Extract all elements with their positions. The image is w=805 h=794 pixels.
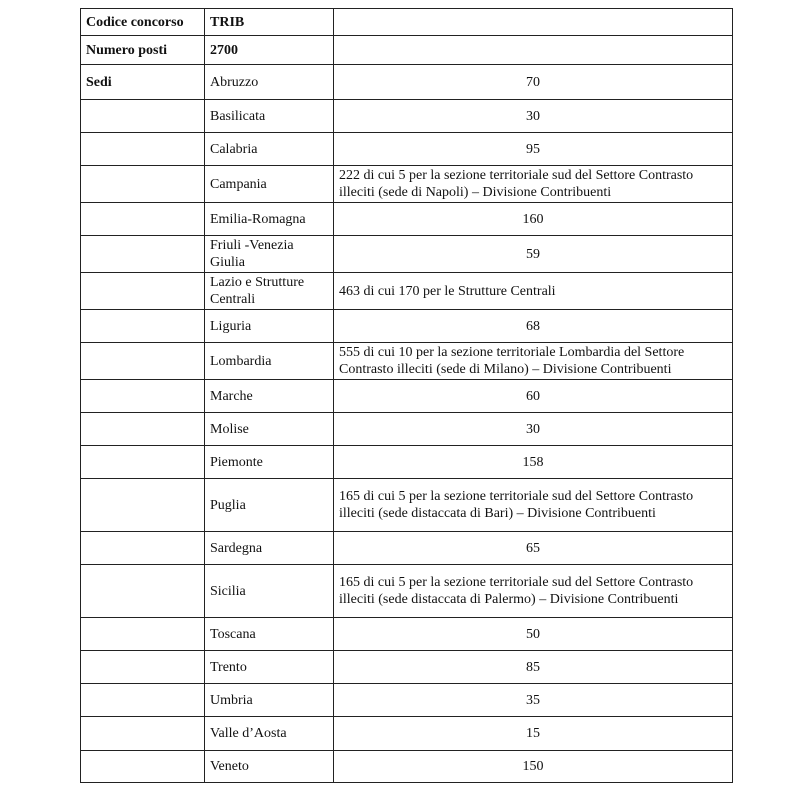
posti-cell: 165 di cui 5 per la sezione territoriale sud del Settore Contrasto illeciti (sede distaccata di Bari) – Divisione Contribuenti xyxy=(334,479,733,532)
table-row xyxy=(81,343,733,380)
empty-cell xyxy=(81,565,205,618)
table-row xyxy=(81,100,733,133)
empty-cell xyxy=(81,413,205,446)
posti-row xyxy=(81,36,733,65)
regione-cell: Sardegna xyxy=(205,532,334,565)
empty-cell xyxy=(334,36,733,65)
posti-value: 2700 xyxy=(205,36,334,65)
posti-cell: 50 xyxy=(334,618,733,651)
posti-cell: 150 xyxy=(334,751,733,783)
codice-row xyxy=(81,9,733,36)
empty-cell xyxy=(334,9,733,36)
empty-cell xyxy=(81,166,205,203)
empty-cell xyxy=(81,684,205,717)
table-row xyxy=(81,717,733,751)
empty-cell xyxy=(81,479,205,532)
codice-value: TRIB xyxy=(205,9,334,36)
regione-cell: Calabria xyxy=(205,133,334,166)
posti-cell: 555 di cui 10 per la sezione territoriale Lombardia del Settore Contrasto illeciti (sede di Milano) – Divisione Contribuenti xyxy=(334,343,733,380)
table-row xyxy=(81,236,733,273)
posti-cell: 35 xyxy=(334,684,733,717)
posti-cell: 30 xyxy=(334,100,733,133)
posti-cell: 30 xyxy=(334,413,733,446)
empty-cell xyxy=(81,751,205,783)
empty-cell xyxy=(81,651,205,684)
empty-cell xyxy=(81,446,205,479)
posti-cell: 222 di cui 5 per la sezione territoriale sud del Settore Contrasto illeciti (sede di Napoli) – Divisione Contribuenti xyxy=(334,166,733,203)
table-row xyxy=(81,618,733,651)
table-row xyxy=(81,273,733,310)
regione-cell: Basilicata xyxy=(205,100,334,133)
posti-cell: 60 xyxy=(334,380,733,413)
empty-cell xyxy=(81,310,205,343)
regione-cell: Lombardia xyxy=(205,343,334,380)
empty-cell xyxy=(81,380,205,413)
table-row xyxy=(81,479,733,532)
regione-cell: Toscana xyxy=(205,618,334,651)
regione-cell: Campania xyxy=(205,166,334,203)
posti-cell: 463 di cui 170 per le Strutture Centrali xyxy=(334,273,733,310)
table-row xyxy=(81,684,733,717)
regione-cell: Trento xyxy=(205,651,334,684)
regione-cell: Emilia-Romagna xyxy=(205,203,334,236)
posti-cell: 65 xyxy=(334,532,733,565)
regione-cell: Umbria xyxy=(205,684,334,717)
regione-cell: Piemonte xyxy=(205,446,334,479)
posti-cell: 59 xyxy=(334,236,733,273)
posti-cell: 95 xyxy=(334,133,733,166)
regione-cell: Abruzzo xyxy=(205,65,334,100)
table-row xyxy=(81,380,733,413)
concorso-table xyxy=(80,8,733,783)
posti-cell: 85 xyxy=(334,651,733,684)
table-row xyxy=(81,203,733,236)
empty-cell xyxy=(81,717,205,751)
regione-cell: Marche xyxy=(205,380,334,413)
regione-cell: Liguria xyxy=(205,310,334,343)
table-row xyxy=(81,133,733,166)
regione-cell: Valle d’Aosta xyxy=(205,717,334,751)
table-row xyxy=(81,565,733,618)
regione-cell: Lazio e Strutture Centrali xyxy=(205,273,334,310)
table-row xyxy=(81,651,733,684)
posti-cell: 70 xyxy=(334,65,733,100)
empty-cell xyxy=(81,203,205,236)
empty-cell xyxy=(81,100,205,133)
empty-cell xyxy=(81,273,205,310)
table-row xyxy=(81,65,733,100)
table-row xyxy=(81,532,733,565)
table-row xyxy=(81,166,733,203)
regione-cell: Puglia xyxy=(205,479,334,532)
regione-cell: Molise xyxy=(205,413,334,446)
posti-cell: 158 xyxy=(334,446,733,479)
regione-cell: Friuli -Venezia Giulia xyxy=(205,236,334,273)
table-row xyxy=(81,446,733,479)
codice-label: Codice concorso xyxy=(81,9,205,36)
table-row xyxy=(81,413,733,446)
empty-cell xyxy=(81,618,205,651)
regione-cell: Veneto xyxy=(205,751,334,783)
empty-cell xyxy=(81,236,205,273)
sedi-label: Sedi xyxy=(81,65,205,100)
posti-cell: 15 xyxy=(334,717,733,751)
table-row xyxy=(81,751,733,783)
concorso-table-body xyxy=(81,9,733,783)
posti-label: Numero posti xyxy=(81,36,205,65)
regione-cell: Sicilia xyxy=(205,565,334,618)
empty-cell xyxy=(81,343,205,380)
empty-cell xyxy=(81,532,205,565)
posti-cell: 68 xyxy=(334,310,733,343)
posti-cell: 165 di cui 5 per la sezione territoriale sud del Settore Contrasto illeciti (sede distaccata di Palermo) – Divisione Contribuenti xyxy=(334,565,733,618)
empty-cell xyxy=(81,133,205,166)
posti-cell: 160 xyxy=(334,203,733,236)
table-row xyxy=(81,310,733,343)
